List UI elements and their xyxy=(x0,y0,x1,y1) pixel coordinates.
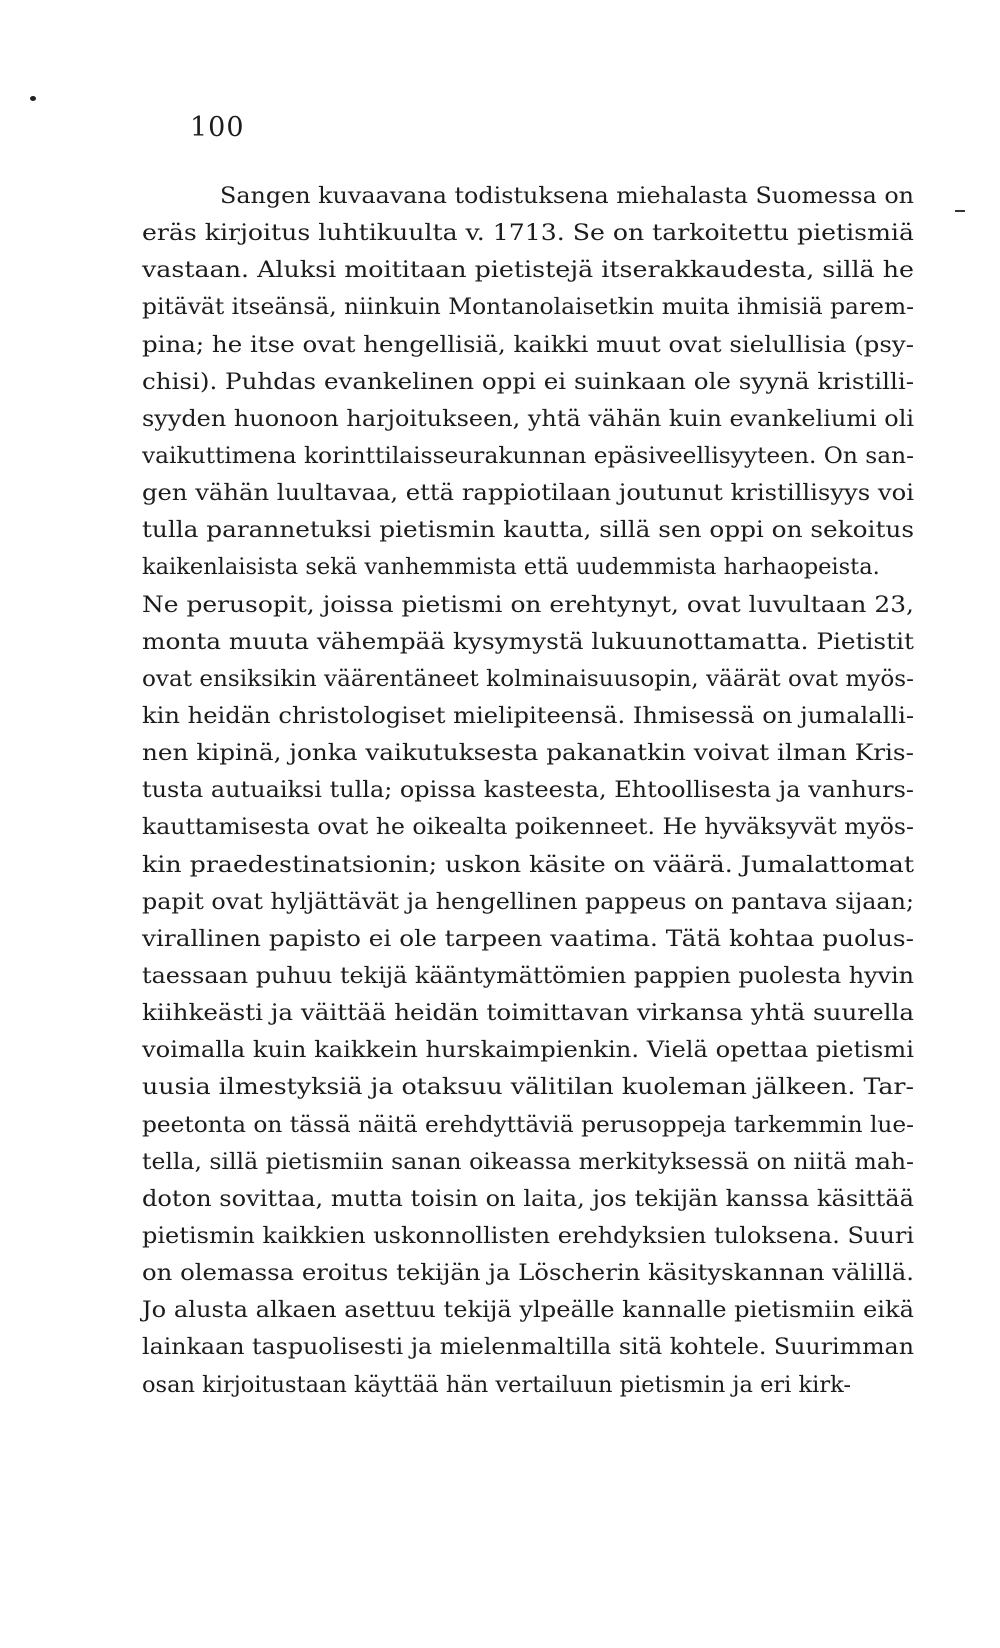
text-line-content: peetonta on tässä näitä erehdyttäviä perusoppeja tarkemmin lue- xyxy=(142,1111,915,1138)
text-line xyxy=(142,289,914,326)
text-line xyxy=(142,1032,914,1069)
text-line-content: syyden huonoon harjoitukseen, yhtä vähän kuin evankeliumi oli xyxy=(142,405,915,432)
text-line-content: tusta autuaiksi tulla; opissa kasteesta, Ehtoollisesta ja vanhurs- xyxy=(142,777,914,804)
text-line xyxy=(142,1367,914,1404)
text-line xyxy=(142,809,914,846)
text-line xyxy=(142,735,914,772)
text-line-content: chisi). Puhdas evankelinen oppi ei suinkaan ole syynä kristilli- xyxy=(142,368,914,395)
text-line-content: kin heidän christologiset mielipiteensä. Ihmisessä on jumalalli- xyxy=(142,702,915,729)
text-line xyxy=(142,1144,914,1181)
text-line xyxy=(142,327,914,364)
text-line xyxy=(142,698,914,735)
text-line-content: doton sovittaa, mutta toisin on laita, jos tekijän kanssa käsittää xyxy=(142,1185,914,1212)
text-line-content: voimalla kuin kaikkein hurskaimpienkin. Vielä opettaa pietismi xyxy=(142,1037,914,1064)
text-line xyxy=(142,1069,914,1106)
text-line xyxy=(142,847,914,884)
text-line xyxy=(142,958,914,995)
text-line-content: pitävät itseänsä, niinkuin Montanolaisetkin muita ihmisiä parem- xyxy=(142,294,914,321)
text-line xyxy=(142,549,914,586)
text-line xyxy=(142,921,914,958)
text-line xyxy=(142,587,914,624)
text-line-content: Sangen kuvaavana todistuksena miehalasta Suomessa on xyxy=(220,183,915,209)
text-line xyxy=(142,1329,914,1366)
text-line-content: tella, sillä pietismiin sanan oikeassa merkityksessä on niitä mah- xyxy=(142,1148,914,1175)
text-line-content: kin praedestinatsionin; uskon käsite on väärä. Jumalattomat xyxy=(142,851,914,878)
text-line xyxy=(142,215,914,252)
text-line xyxy=(142,772,914,809)
text-line xyxy=(142,438,914,475)
body-text xyxy=(142,178,914,1404)
text-line xyxy=(142,1255,914,1292)
text-line-content: nen kipinä, jonka vaikutuksesta pakanatkin voivat ilman Kris- xyxy=(142,740,914,767)
text-line-content: kauttamisesta ovat he oikealta poikenneet. He hyväksyvät myös- xyxy=(142,814,914,841)
text-line-content: pina; he itse ovat hengellisiä, kaikki muut ovat sielullisia (psy- xyxy=(142,331,915,358)
margin-mark xyxy=(955,210,965,212)
text-line-content: vastaan. Aluksi moititaan pietistejä itserakkaudesta, sillä he xyxy=(142,257,914,284)
text-line-content: gen vähän luultavaa, että rappiotilaan joutunut kristillisyys voi xyxy=(142,480,914,507)
text-line xyxy=(142,661,914,698)
text-line xyxy=(142,1218,914,1255)
text-line xyxy=(142,995,914,1032)
text-line xyxy=(142,512,914,549)
text-line-content: uusia ilmestyksiä ja otaksuu välitilan kuoleman jälkeen. Tar- xyxy=(142,1074,915,1101)
text-line-content: lainkaan taspuolisesti ja mielenmaltilla sitä kohtele. Suurimman xyxy=(142,1334,914,1361)
text-line-content: monta muuta vähempää kysymystä lukuunottamatta. Pietistit xyxy=(142,628,914,655)
text-line-content: eräs kirjoitus luhtikuulta v. 1713. Se on tarkoitettu pietismiä xyxy=(142,220,914,247)
text-line xyxy=(142,475,914,512)
text-line xyxy=(142,624,914,661)
text-line-content: Jo alusta alkaen asettuu tekijä ylpeälle kannalle pietismiin eikä xyxy=(142,1297,914,1324)
text-line-content: virallinen papisto ei ole tarpeen vaatima. Tätä kohtaa puolus- xyxy=(142,925,915,952)
ink-speck xyxy=(30,96,36,101)
text-line xyxy=(142,252,914,289)
text-line-content: pietismin kaikkien uskonnollisten erehdyksien tuloksena. Suuri xyxy=(142,1222,915,1249)
text-line-content: papit ovat hyljättävät ja hengellinen pappeus on pantava sijaan; xyxy=(142,888,914,915)
text-line-content: osan kirjoitustaan käyttää hän vertailuun pietismin ja eri kirk- xyxy=(142,1371,851,1398)
text-line-content: on olemassa eroitus tekijän ja Löscherin käsityskannan välillä. xyxy=(142,1260,914,1287)
text-line xyxy=(142,1107,914,1144)
text-line-content: ovat ensiksikin väärentäneet kolminaisuusopin, väärät ovat myös- xyxy=(142,665,914,692)
text-line-content: Ne perusopit, joissa pietismi on erehtynyt, ovat luvultaan 23, xyxy=(142,591,914,618)
text-line xyxy=(142,884,914,921)
text-line xyxy=(142,178,914,215)
text-line-content: kiihkeästi ja väittää heidän toimittavan virkansa yhtä suurella xyxy=(142,1000,915,1027)
text-line xyxy=(142,1181,914,1218)
page-number: 100 xyxy=(190,112,245,143)
text-line-content: tulla parannetuksi pietismin kautta, sillä sen oppi on sekoitus xyxy=(142,517,915,544)
text-line-content: vaikuttimena korinttilaisseurakunnan epäsiveellisyyteen. On san- xyxy=(142,442,915,469)
text-line xyxy=(142,1292,914,1329)
text-line-content: taessaan puhuu tekijä kääntymättömien pappien puolesta hyvin xyxy=(142,962,915,989)
text-line xyxy=(142,364,914,401)
text-line-content: kaikenlaisista sekä vanhemmista että uudemmista harhaopeista. xyxy=(142,554,880,581)
text-line xyxy=(142,401,914,438)
